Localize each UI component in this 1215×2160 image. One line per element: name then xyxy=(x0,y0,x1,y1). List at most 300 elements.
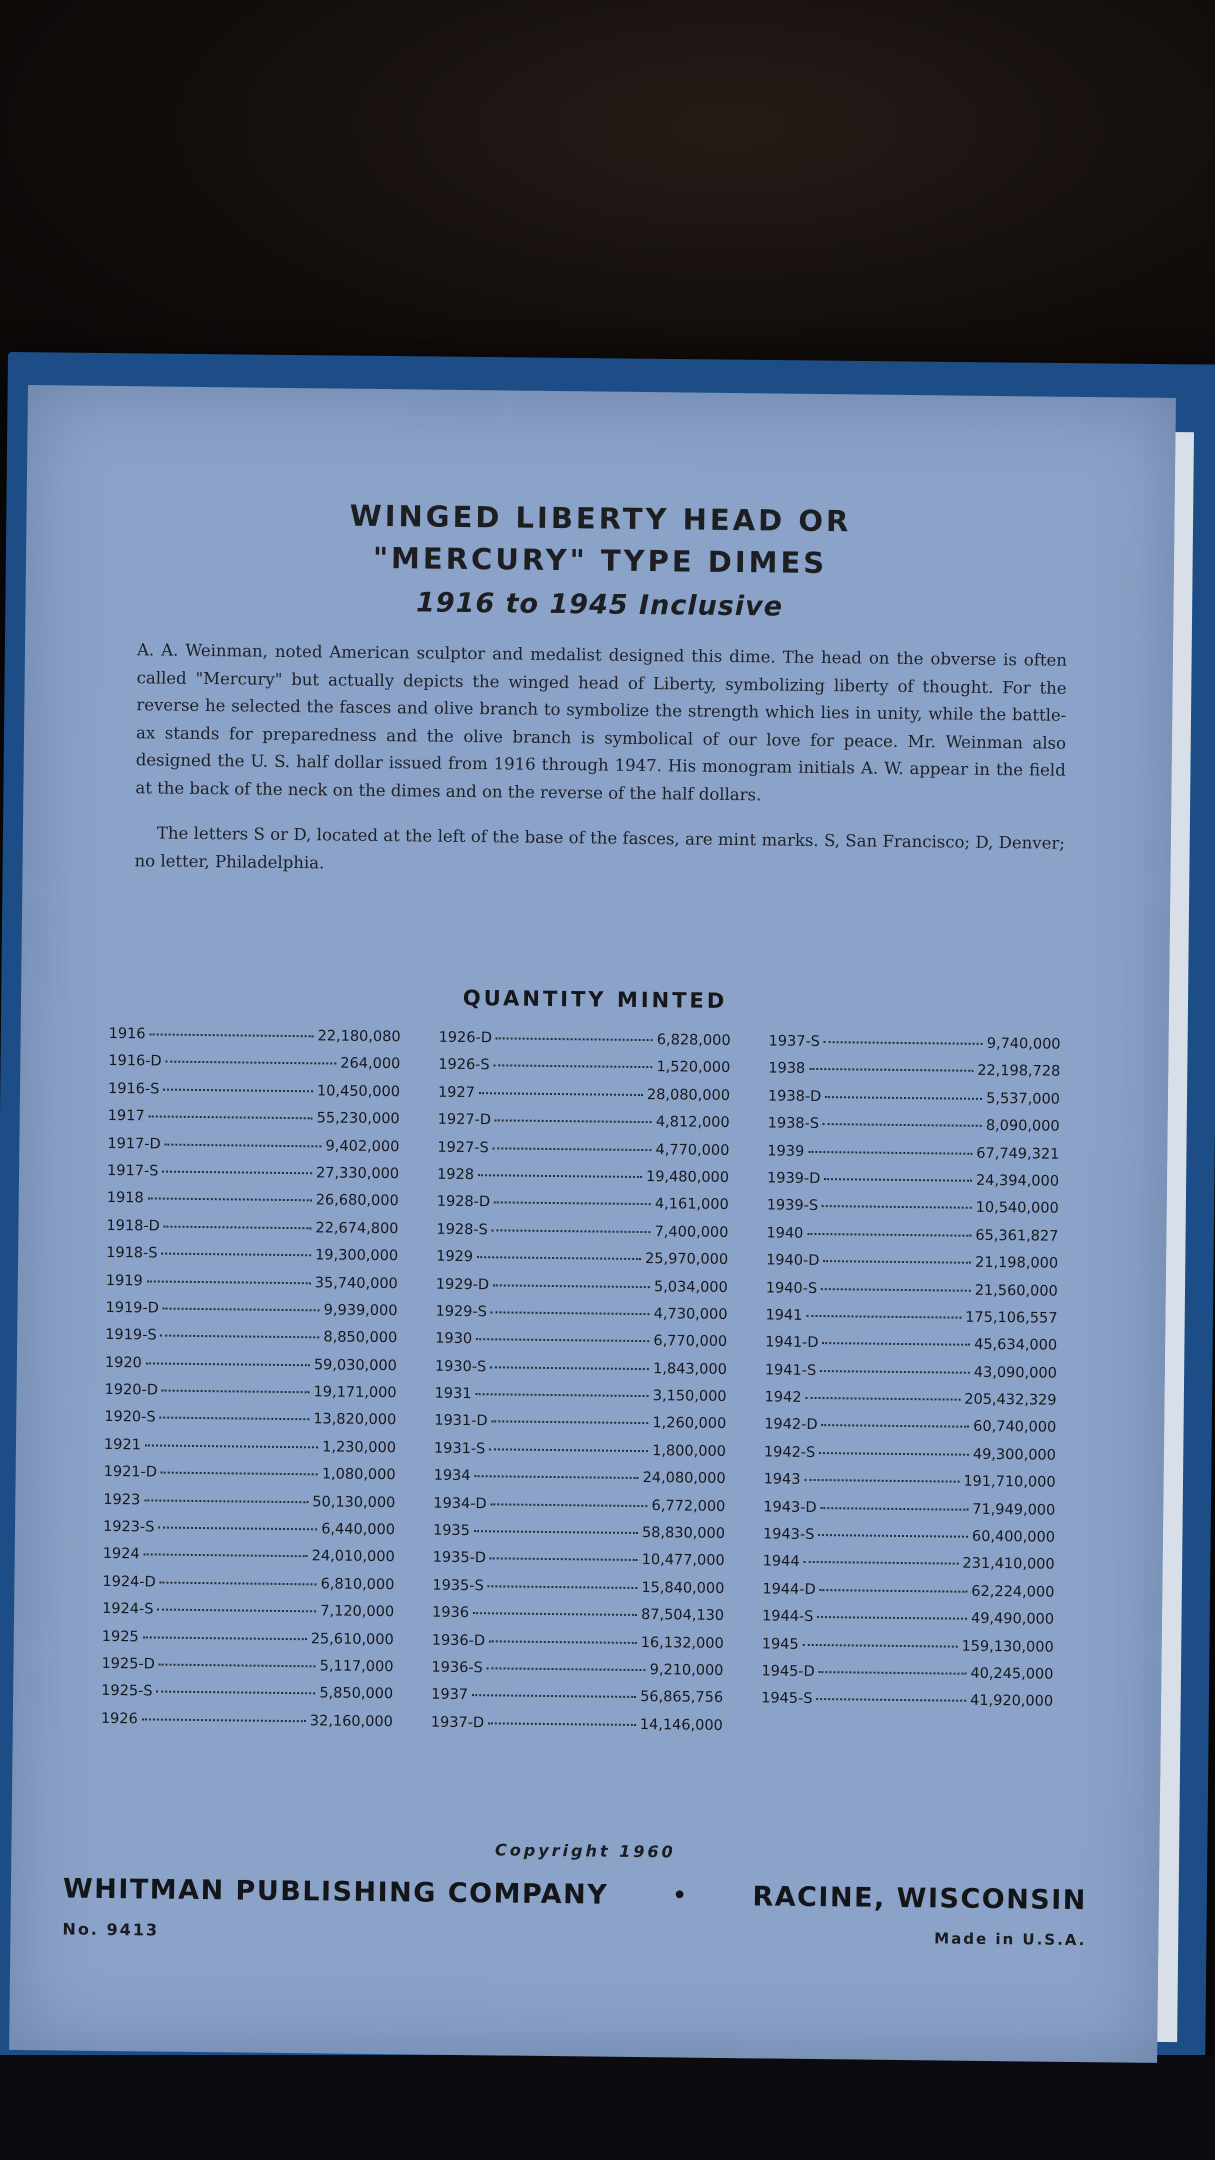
mintage-quantity: 35,740,000 xyxy=(314,1274,398,1292)
mintage-quantity: 5,537,000 xyxy=(986,1090,1061,1108)
dot-leader xyxy=(162,1171,312,1175)
mintage-row xyxy=(107,1190,399,1221)
mintage-year: 1928 xyxy=(436,1166,475,1184)
mintage-row xyxy=(764,1389,1056,1420)
dot-leader xyxy=(160,1581,317,1585)
mintage-quantity: 60,400,000 xyxy=(971,1528,1056,1546)
mintage-row xyxy=(431,1714,723,1745)
mintage-year: 1918 xyxy=(106,1190,144,1207)
mintage-year: 1925-D xyxy=(101,1655,155,1673)
dot-leader xyxy=(479,1092,643,1096)
mintage-quantity: 1,080,000 xyxy=(321,1466,396,1484)
mintage-quantity: 24,394,000 xyxy=(975,1172,1060,1190)
mintage-row xyxy=(767,1143,1059,1174)
mintage-quantity: 1,800,000 xyxy=(652,1443,727,1460)
mintage-year: 1917 xyxy=(107,1108,145,1125)
mintage-row xyxy=(437,1167,729,1198)
mintage-year: 1938-D xyxy=(767,1088,822,1105)
mintage-year: 1943 xyxy=(763,1471,801,1489)
mintage-row xyxy=(106,1245,398,1276)
mintage-row xyxy=(765,1335,1057,1366)
mintage-row xyxy=(766,1225,1058,1256)
mintage-year: 1941-D xyxy=(765,1334,819,1352)
mintage-row xyxy=(101,1656,393,1687)
mintage-quantity: 4,161,000 xyxy=(654,1196,729,1214)
dot-leader xyxy=(819,1452,969,1456)
mintage-row xyxy=(102,1601,394,1632)
dot-leader xyxy=(159,1664,316,1668)
mintage-row xyxy=(434,1441,726,1472)
album-page xyxy=(9,385,1176,2063)
mintage-row xyxy=(106,1272,398,1303)
dot-leader xyxy=(487,1667,646,1671)
mintage-quantity: 159,130,000 xyxy=(961,1638,1054,1656)
dot-leader xyxy=(492,1421,649,1425)
dot-leader xyxy=(820,1589,968,1593)
mintage-row xyxy=(108,1081,400,1112)
bullet-separator: • xyxy=(672,1883,689,1909)
mintage-row xyxy=(431,1687,723,1718)
mintage-quantity: 87,504,130 xyxy=(640,1607,725,1625)
mintage-row xyxy=(107,1108,399,1139)
dot-leader xyxy=(147,1280,311,1284)
mintage-year: 1936 xyxy=(432,1604,470,1622)
title-line-1: WINGED LIBERTY HEAD OR xyxy=(349,498,852,539)
mintage-row xyxy=(108,1053,400,1084)
dot-leader xyxy=(161,1472,318,1476)
mintage-quantity: 67,749,321 xyxy=(976,1145,1060,1163)
mintage-row xyxy=(104,1409,396,1440)
dot-leader xyxy=(146,1362,310,1366)
mintage-row xyxy=(764,1444,1056,1475)
dot-leader xyxy=(821,1507,969,1511)
mintage-year: 1935-D xyxy=(432,1550,487,1567)
mintage-row xyxy=(438,1030,730,1061)
mintage-row xyxy=(101,1711,393,1742)
mintage-row xyxy=(763,1499,1055,1530)
mintage-year: 1934 xyxy=(433,1467,471,1485)
dot-leader xyxy=(817,1616,967,1620)
dot-leader xyxy=(472,1694,636,1698)
mintage-quantity: 10,450,000 xyxy=(316,1083,401,1101)
mintage-year: 1916 xyxy=(108,1025,146,1043)
mintage-year: 1925 xyxy=(101,1628,139,1645)
mintage-row xyxy=(103,1492,395,1523)
mintage-year: 1930 xyxy=(435,1330,473,1348)
mintage-quantity: 24,080,000 xyxy=(642,1470,726,1488)
mintage-row xyxy=(107,1136,399,1167)
mintage-year: 1939-D xyxy=(766,1170,821,1187)
mintage-year: 1940-S xyxy=(765,1279,818,1297)
dot-leader xyxy=(150,1033,314,1037)
mintage-row xyxy=(763,1526,1055,1557)
mintage-year: 1919 xyxy=(105,1272,143,1289)
dot-leader xyxy=(163,1307,320,1311)
dot-leader xyxy=(489,1448,648,1452)
mintage-row xyxy=(767,1198,1059,1229)
mintage-quantity: 175,106,557 xyxy=(965,1309,1058,1327)
dot-leader xyxy=(494,1065,653,1069)
mintage-row xyxy=(102,1629,394,1660)
publisher-location: RACINE, WISCONSIN xyxy=(752,1881,1088,1917)
mintage-year: 1942-S xyxy=(763,1444,816,1461)
mintage-quantity: 49,300,000 xyxy=(972,1446,1057,1464)
mintage-row xyxy=(764,1417,1056,1448)
dot-leader xyxy=(157,1691,316,1695)
dot-leader xyxy=(488,1585,638,1589)
mintage-year: 1919-S xyxy=(105,1327,157,1344)
mintage-quantity: 71,949,000 xyxy=(972,1501,1056,1519)
mintage-quantity: 62,224,000 xyxy=(971,1583,1055,1601)
mintage-year: 1945-S xyxy=(761,1690,813,1708)
dot-leader xyxy=(822,1425,970,1429)
mintage-quantity: 55,230,000 xyxy=(316,1110,400,1128)
mintage-year: 1918-S xyxy=(106,1245,158,1262)
dot-leader xyxy=(824,1041,983,1045)
mintage-row xyxy=(434,1386,726,1417)
table-surface xyxy=(0,2055,1215,2160)
dot-leader xyxy=(158,1527,317,1531)
mintage-quantity: 5,034,000 xyxy=(653,1278,728,1296)
dot-leader xyxy=(163,1088,313,1092)
mintage-year: 1943-S xyxy=(762,1526,815,1544)
mintage-row xyxy=(435,1331,727,1362)
mintage-year: 1930-S xyxy=(434,1358,487,1375)
mintage-row xyxy=(436,1249,728,1280)
mintage-year: 1924-D xyxy=(102,1573,156,1591)
mintage-year: 1927 xyxy=(437,1084,475,1101)
dot-leader xyxy=(824,1178,972,1182)
dot-leader xyxy=(806,1315,961,1319)
dot-leader xyxy=(493,1284,650,1288)
mintage-quantity: 26,680,000 xyxy=(315,1192,399,1210)
mintage-year: 1917-S xyxy=(106,1162,159,1180)
mintage-year: 1935-S xyxy=(432,1577,484,1595)
mintage-year: 1945-D xyxy=(761,1663,815,1680)
mintage-row xyxy=(433,1523,725,1554)
mintage-year: 1937 xyxy=(431,1687,469,1704)
dot-leader xyxy=(165,1143,322,1147)
mintage-row xyxy=(761,1663,1053,1694)
mintage-quantity: 4,812,000 xyxy=(655,1114,730,1132)
mintage-quantity: 264,000 xyxy=(340,1055,401,1073)
mintage-row xyxy=(763,1472,1055,1503)
mintage-quantity: 60,740,000 xyxy=(973,1419,1057,1437)
dot-leader xyxy=(149,1116,313,1120)
mintage-quantity: 7,120,000 xyxy=(320,1603,395,1621)
mintage-row xyxy=(765,1362,1057,1393)
mintage-year: 1942 xyxy=(764,1389,802,1406)
dot-leader xyxy=(161,1335,320,1339)
mintage-quantity: 27,330,000 xyxy=(315,1165,400,1183)
dot-leader xyxy=(162,1390,310,1394)
mintage-row xyxy=(761,1691,1053,1722)
mintage-quantity: 5,117,000 xyxy=(319,1658,394,1676)
dot-leader xyxy=(805,1479,960,1483)
mintage-quantity: 4,730,000 xyxy=(653,1306,728,1323)
mintage-quantity: 6,770,000 xyxy=(653,1333,728,1351)
mintage-year: 1929 xyxy=(436,1248,474,1266)
dot-leader xyxy=(819,1671,967,1675)
dot-leader xyxy=(164,1225,312,1229)
publisher-line xyxy=(63,1873,1087,1916)
dot-leader xyxy=(818,1534,968,1538)
mintage-quantity: 41,920,000 xyxy=(970,1693,1054,1711)
mintage-quantity: 24,010,000 xyxy=(311,1548,395,1566)
mintage-row xyxy=(103,1464,395,1495)
dot-leader xyxy=(820,1370,970,1374)
dot-leader xyxy=(160,1417,310,1421)
mintage-quantity: 10,477,000 xyxy=(641,1552,725,1570)
mintage-year: 1916-D xyxy=(108,1053,162,1070)
mintage-row xyxy=(105,1355,397,1386)
dot-leader xyxy=(495,1120,652,1124)
mintage-year: 1944-D xyxy=(762,1581,816,1598)
mintage-year: 1940-D xyxy=(766,1252,820,1270)
dot-leader xyxy=(145,1444,318,1448)
mintage-row xyxy=(103,1546,395,1577)
mintage-year: 1931-S xyxy=(433,1440,486,1458)
mintage-year: 1936-D xyxy=(431,1632,486,1649)
dot-leader xyxy=(491,1311,650,1315)
mintage-quantity: 56,865,756 xyxy=(640,1689,724,1707)
mintage-row xyxy=(436,1276,728,1307)
mintage-quantity: 19,480,000 xyxy=(645,1169,730,1186)
mintage-row xyxy=(767,1116,1059,1147)
mintage-row xyxy=(436,1221,728,1252)
mintage-row xyxy=(104,1437,396,1468)
mintage-quantity: 28,080,000 xyxy=(646,1086,731,1104)
dot-leader xyxy=(477,1256,641,1260)
mintage-quantity: 9,210,000 xyxy=(649,1662,724,1679)
mintage-row xyxy=(762,1636,1054,1667)
dot-leader xyxy=(142,1718,306,1722)
mintage-year: 1920-S xyxy=(104,1409,156,1426)
mintage-row xyxy=(104,1382,396,1413)
mintage-quantity: 231,410,000 xyxy=(962,1556,1055,1574)
dot-leader xyxy=(492,1229,651,1233)
copyright: Copyright 1960 xyxy=(495,1840,676,1862)
mintage-quantity: 22,674,800 xyxy=(315,1220,399,1237)
mintage-row xyxy=(435,1304,727,1335)
dot-leader xyxy=(144,1554,308,1558)
catalog-number: No. 9413 xyxy=(62,1919,160,1940)
mintage-year: 1934-D xyxy=(433,1495,487,1512)
mintage-row xyxy=(432,1605,724,1636)
mintage-row xyxy=(762,1554,1054,1585)
mintage-quantity: 8,090,000 xyxy=(985,1118,1060,1135)
mintage-year: 1935 xyxy=(432,1522,471,1540)
dot-leader xyxy=(474,1530,638,1534)
dot-leader xyxy=(825,1096,982,1100)
mintage-quantity: 5,850,000 xyxy=(319,1685,394,1703)
dot-leader xyxy=(143,1636,307,1640)
mintage-year: 1936-S xyxy=(431,1659,483,1677)
dot-leader xyxy=(476,1338,649,1342)
subtitle: 1916 to 1945 Inclusive xyxy=(415,587,784,623)
mintage-row xyxy=(762,1581,1054,1612)
dot-leader xyxy=(148,1198,312,1202)
dot-leader xyxy=(807,1233,971,1237)
dot-leader xyxy=(475,1475,639,1479)
mintage-year: 1919-D xyxy=(105,1299,159,1317)
mintage-year: 1920-D xyxy=(104,1382,159,1399)
mintage-quantity: 9,740,000 xyxy=(986,1035,1061,1053)
mintage-quantity: 6,772,000 xyxy=(651,1497,726,1515)
dot-leader xyxy=(496,1037,653,1041)
dot-leader xyxy=(157,1609,316,1613)
mintage-row xyxy=(105,1300,397,1331)
mintage-year: 1944 xyxy=(762,1553,800,1571)
mintage-year: 1945 xyxy=(761,1635,799,1653)
mintage-year: 1931-D xyxy=(434,1413,488,1430)
mintage-quantity: 19,300,000 xyxy=(315,1247,399,1265)
dot-leader xyxy=(490,1558,638,1562)
mintage-quantity: 16,132,000 xyxy=(640,1634,724,1652)
mintage-year: 1926-D xyxy=(438,1029,493,1047)
dot-leader xyxy=(473,1612,637,1616)
mintage-quantity: 13,820,000 xyxy=(313,1411,397,1429)
mintage-quantity: 58,830,000 xyxy=(641,1525,726,1543)
mintage-quantity: 21,560,000 xyxy=(974,1282,1058,1300)
dot-leader xyxy=(822,1342,970,1346)
dot-leader xyxy=(822,1205,972,1209)
mintage-row xyxy=(762,1609,1054,1640)
dot-leader xyxy=(823,1260,971,1264)
dot-leader xyxy=(488,1722,636,1726)
mintage-year: 1924 xyxy=(102,1546,140,1563)
mintage-year: 1931 xyxy=(434,1385,472,1403)
mintage-year: 1917-D xyxy=(107,1135,161,1153)
mintage-row xyxy=(433,1468,725,1499)
dot-leader xyxy=(144,1499,308,1503)
dot-leader xyxy=(166,1061,337,1065)
dot-leader xyxy=(816,1698,966,1702)
mintage-quantity: 59,030,000 xyxy=(313,1356,397,1374)
dot-leader xyxy=(494,1202,651,1206)
mintage-year: 1942-D xyxy=(764,1416,818,1434)
mintage-year: 1921-D xyxy=(103,1464,158,1481)
mintage-row xyxy=(768,1033,1060,1064)
mintage-year: 1939-S xyxy=(766,1197,819,1215)
mintage-quantity: 1,520,000 xyxy=(656,1059,731,1077)
mintage-quantity: 15,840,000 xyxy=(641,1579,725,1597)
mintage-year: 1940 xyxy=(766,1225,804,1242)
dot-leader xyxy=(491,1503,648,1507)
mintage-row xyxy=(106,1218,398,1249)
mintage-year: 1926 xyxy=(100,1710,138,1728)
mintage-column-1 xyxy=(101,1026,401,1741)
mintage-quantity: 9,939,000 xyxy=(323,1302,398,1320)
mintage-quantity: 10,540,000 xyxy=(975,1200,1059,1218)
mintage-year: 1927-D xyxy=(437,1111,492,1129)
mintage-year: 1938 xyxy=(768,1060,806,1078)
dot-leader xyxy=(489,1640,637,1644)
mintage-year: 1929-S xyxy=(435,1303,487,1321)
mintage-quantity: 191,710,000 xyxy=(963,1473,1056,1491)
dot-leader xyxy=(803,1643,958,1647)
mintage-row xyxy=(102,1574,394,1605)
mintage-year: 1921 xyxy=(103,1436,141,1454)
mintage-quantity: 6,810,000 xyxy=(320,1576,395,1594)
dot-leader xyxy=(823,1123,982,1127)
mintage-row xyxy=(431,1660,723,1691)
mintage-column-3 xyxy=(761,1033,1061,1721)
mintage-year: 1937-S xyxy=(768,1033,821,1051)
quantity-minted-heading: QUANTITY MINTED xyxy=(462,985,728,1013)
mintage-quantity: 32,160,000 xyxy=(309,1713,393,1730)
mintage-quantity: 3,150,000 xyxy=(652,1388,727,1406)
mintage-quantity: 205,432,329 xyxy=(964,1391,1057,1409)
mintage-quantity: 21,198,000 xyxy=(974,1254,1059,1272)
dot-leader xyxy=(804,1561,959,1565)
dot-leader xyxy=(809,1068,973,1072)
mintage-year: 1926-S xyxy=(438,1057,490,1074)
mintage-year: 1937-D xyxy=(430,1714,485,1732)
mintage-year: 1923-S xyxy=(102,1518,155,1536)
mintage-year: 1939 xyxy=(767,1142,805,1160)
mintage-row xyxy=(767,1170,1059,1201)
mintage-quantity: 6,828,000 xyxy=(656,1032,731,1050)
dot-leader xyxy=(478,1174,642,1178)
mintage-quantity: 43,090,000 xyxy=(973,1364,1057,1382)
mintage-quantity: 50,130,000 xyxy=(312,1493,396,1511)
mintage-quantity: 4,770,000 xyxy=(655,1141,730,1159)
mintage-row xyxy=(107,1163,399,1194)
mintage-row xyxy=(438,1057,730,1088)
mintage-quantity: 1,843,000 xyxy=(652,1360,727,1378)
mintage-year: 1928-S xyxy=(436,1221,488,1239)
mintage-row xyxy=(437,1139,729,1170)
mintage-row xyxy=(433,1495,725,1526)
mintage-row xyxy=(434,1413,726,1444)
mintage-year: 1918-D xyxy=(106,1217,160,1235)
title-line-2: "MERCURY" TYPE DIMES xyxy=(372,540,828,581)
mintage-row xyxy=(768,1088,1060,1119)
publisher-name: WHITMAN PUBLISHING COMPANY xyxy=(62,1873,609,1911)
mintage-quantity: 9,402,000 xyxy=(325,1137,400,1155)
mintage-quantity: 22,198,728 xyxy=(977,1063,1061,1081)
mintage-row xyxy=(438,1084,730,1115)
mintage-row xyxy=(105,1327,397,1358)
mintage-quantity: 1,230,000 xyxy=(322,1439,397,1457)
mintage-row xyxy=(432,1550,724,1581)
dot-leader xyxy=(493,1147,652,1151)
mintage-year: 1927-S xyxy=(437,1139,489,1156)
mintage-year: 1941-S xyxy=(764,1362,817,1379)
dot-leader xyxy=(805,1397,960,1401)
dot-leader xyxy=(808,1150,972,1154)
mintage-quantity: 6,440,000 xyxy=(321,1521,396,1539)
mintage-year: 1938-S xyxy=(767,1115,820,1133)
mintage-quantity: 25,970,000 xyxy=(645,1251,729,1269)
mintage-quantity: 7,400,000 xyxy=(654,1223,729,1241)
mintage-year: 1929-D xyxy=(435,1276,490,1293)
made-in-label: Made in U.S.A. xyxy=(934,1929,1087,1950)
mintage-row xyxy=(437,1112,729,1143)
mintage-year: 1944-S xyxy=(761,1608,814,1626)
mintage-year: 1924-S xyxy=(102,1601,154,1618)
mintage-year: 1941 xyxy=(765,1307,803,1324)
mintage-year: 1925-S xyxy=(101,1683,153,1700)
dot-leader xyxy=(475,1393,648,1397)
mintage-quantity: 45,634,000 xyxy=(974,1337,1058,1355)
dot-leader xyxy=(490,1366,649,1370)
mintage-row xyxy=(766,1280,1058,1311)
mintage-row xyxy=(766,1253,1058,1284)
mintage-column-2 xyxy=(431,1030,731,1745)
mintage-row xyxy=(103,1519,395,1550)
